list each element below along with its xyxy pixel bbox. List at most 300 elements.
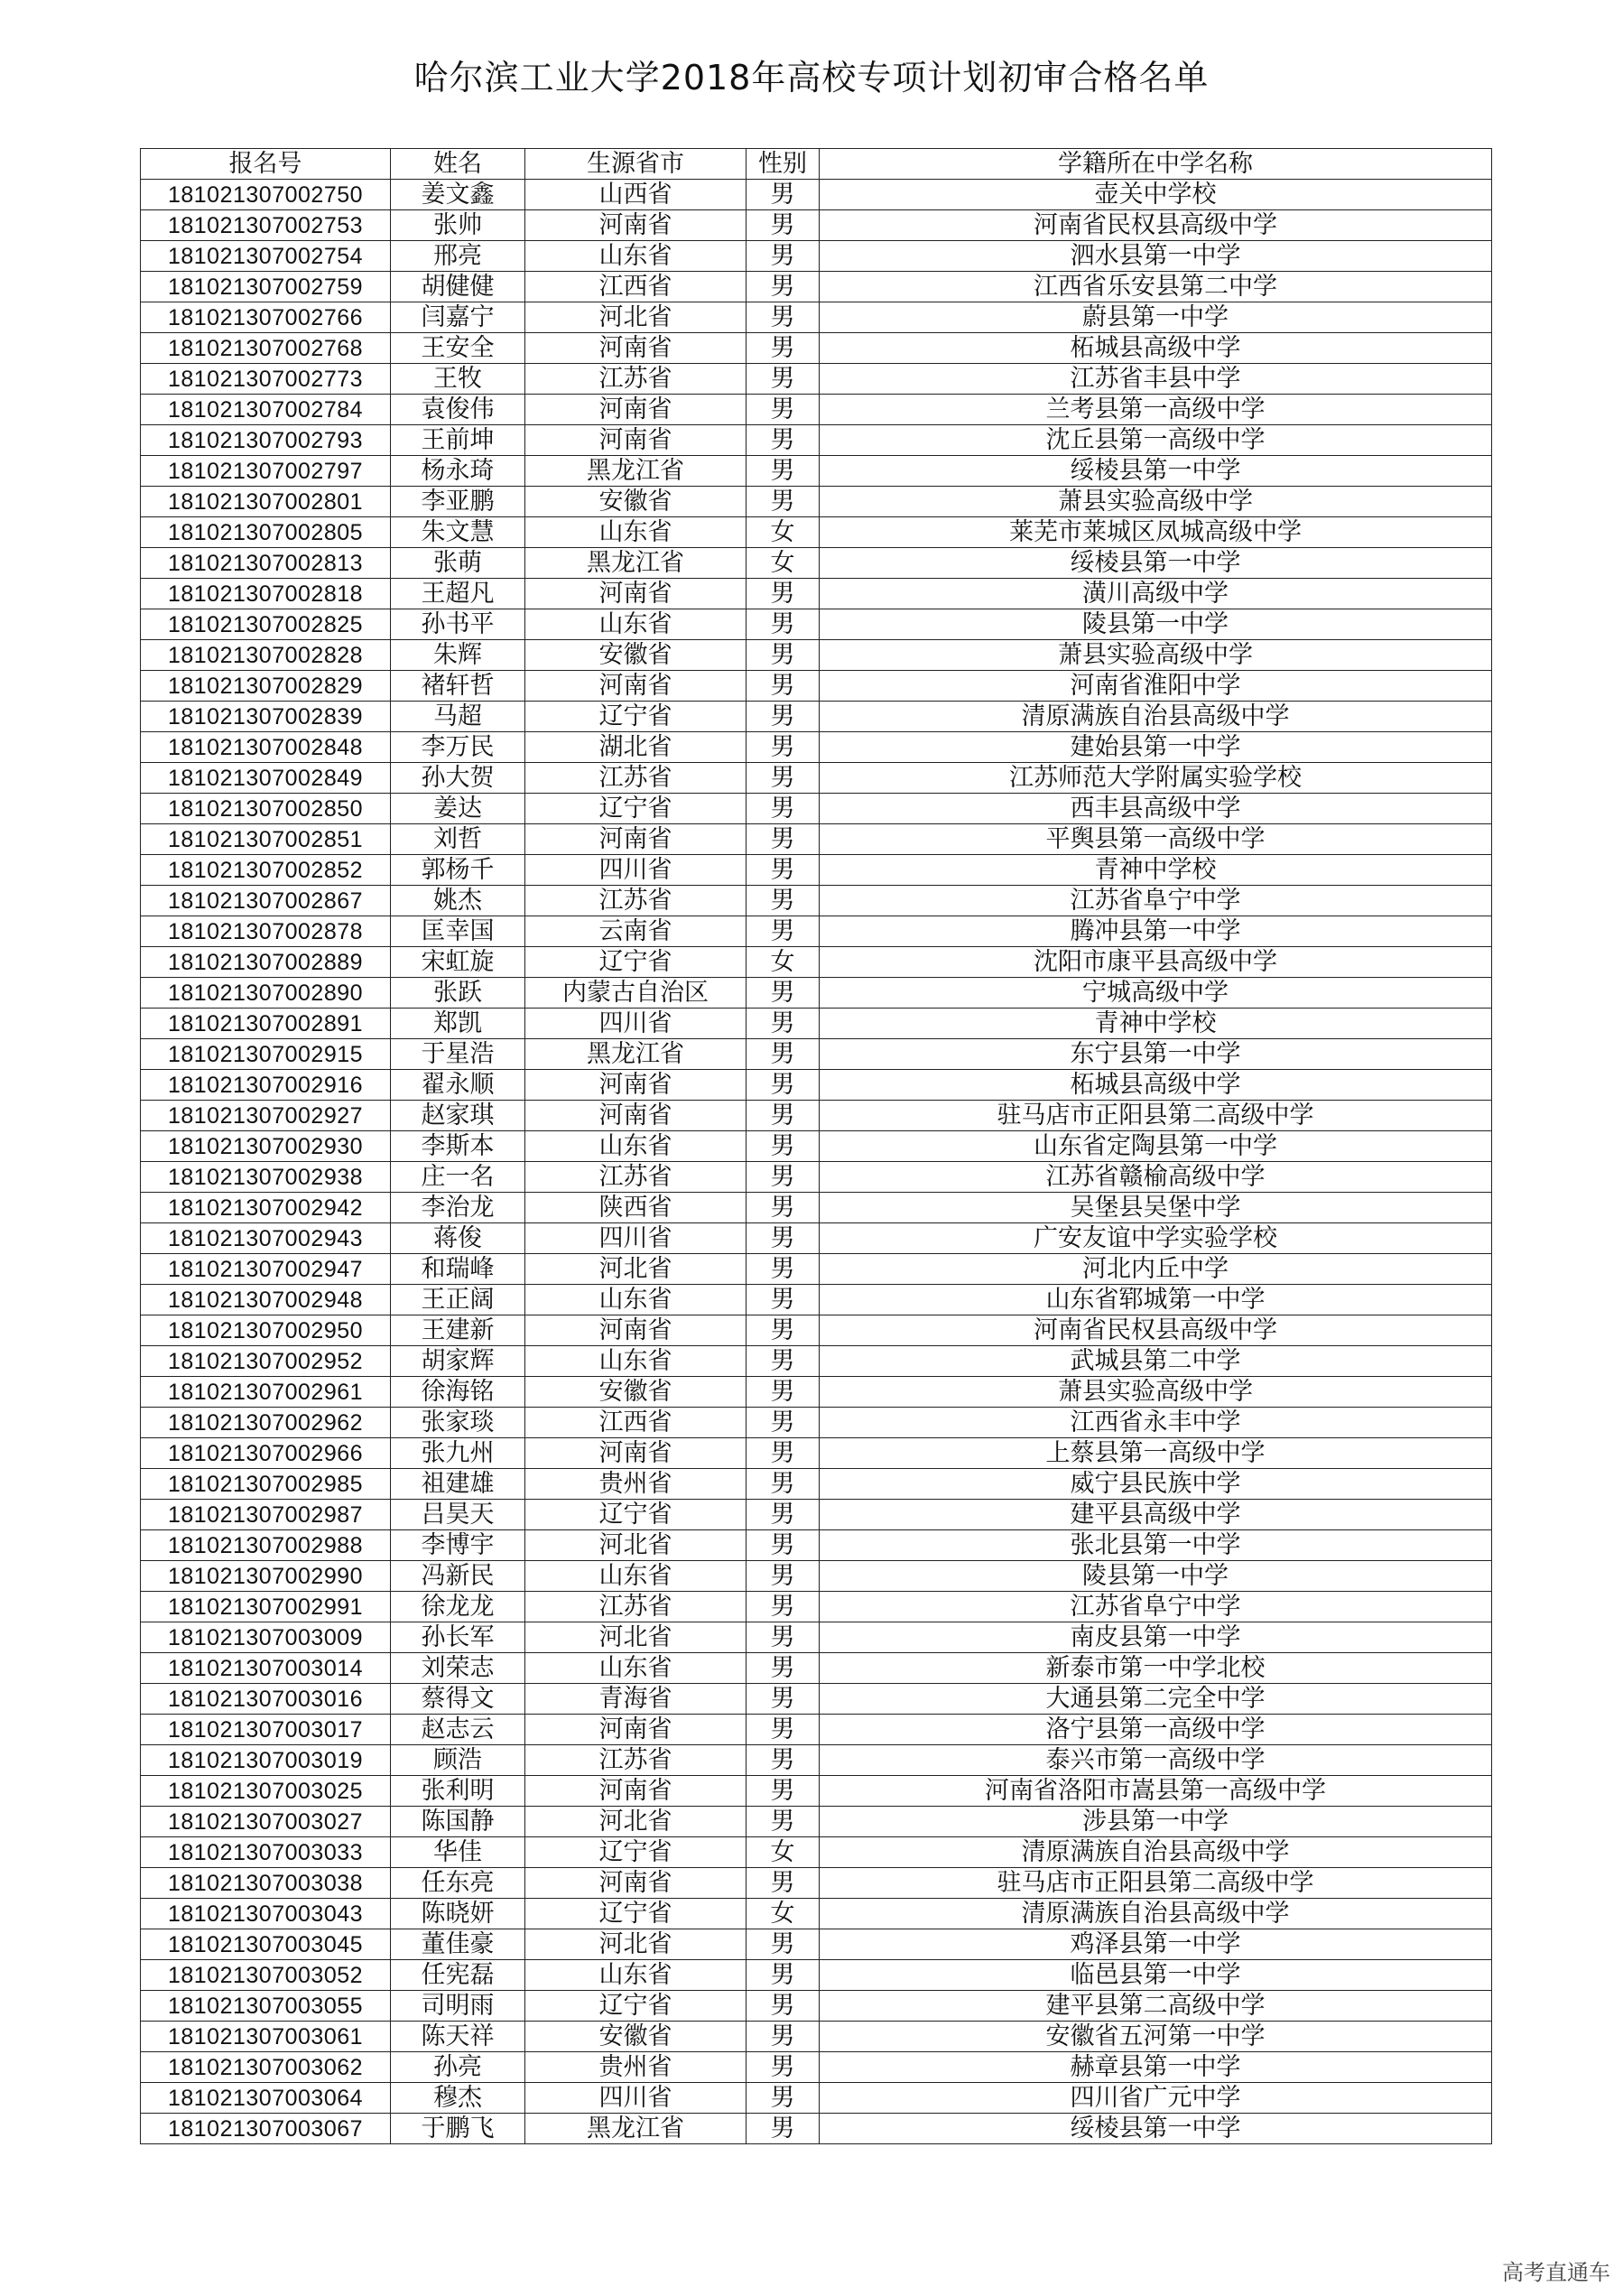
- name-cell: 李万民: [391, 732, 525, 763]
- province-cell: 辽宁省: [525, 947, 747, 978]
- gender-cell: 男: [747, 671, 820, 702]
- name-cell: 李博宇: [391, 1530, 525, 1561]
- registration-no-cell: 181021307003038: [141, 1868, 391, 1899]
- gender-cell: 男: [747, 1622, 820, 1653]
- name-cell: 李亚鹏: [391, 487, 525, 517]
- registration-no-cell: 181021307002943: [141, 1223, 391, 1254]
- school-cell: 新泰市第一中学北校: [820, 1653, 1492, 1684]
- gender-cell: 男: [747, 732, 820, 763]
- name-cell: 李治龙: [391, 1193, 525, 1223]
- name-cell: 姚杰: [391, 886, 525, 916]
- school-cell: 清原满族自治县高级中学: [820, 702, 1492, 732]
- province-cell: 江西省: [525, 1408, 747, 1438]
- school-cell: 陵县第一中学: [820, 1561, 1492, 1592]
- name-cell: 匡幸国: [391, 916, 525, 947]
- table-row: [141, 794, 1492, 824]
- table-body: [141, 180, 1492, 2144]
- school-cell: 陵县第一中学: [820, 609, 1492, 640]
- name-cell: 赵家琪: [391, 1101, 525, 1131]
- province-cell: 贵州省: [525, 1469, 747, 1500]
- name-cell: 蔡得文: [391, 1684, 525, 1715]
- registration-no-cell: 181021307002768: [141, 333, 391, 364]
- registration-no-cell: 181021307002952: [141, 1346, 391, 1377]
- table-row: [141, 1285, 1492, 1315]
- registration-no-cell: 181021307002948: [141, 1285, 391, 1315]
- gender-cell: 男: [747, 1377, 820, 1408]
- province-cell: 青海省: [525, 1684, 747, 1715]
- table-row: [141, 241, 1492, 272]
- name-cell: 王建新: [391, 1315, 525, 1346]
- school-cell: 鸡泽县第一中学: [820, 1929, 1492, 1960]
- gender-cell: 女: [747, 517, 820, 548]
- name-cell: 徐龙龙: [391, 1592, 525, 1622]
- gender-cell: 男: [747, 1254, 820, 1285]
- name-cell: 蒋俊: [391, 1223, 525, 1254]
- school-cell: 江苏省赣榆高级中学: [820, 1162, 1492, 1193]
- table-row: [141, 671, 1492, 702]
- school-cell: 沈丘县第一高级中学: [820, 425, 1492, 456]
- registration-no-cell: 181021307002829: [141, 671, 391, 702]
- registration-no-cell: 181021307002813: [141, 548, 391, 579]
- gender-cell: 男: [747, 1070, 820, 1101]
- gender-cell: 女: [747, 548, 820, 579]
- province-cell: 江苏省: [525, 364, 747, 395]
- province-cell: 河南省: [525, 1776, 747, 1807]
- column-header-name: 姓名: [391, 149, 525, 180]
- name-cell: 刘荣志: [391, 1653, 525, 1684]
- school-cell: 江西省永丰中学: [820, 1408, 1492, 1438]
- registration-no-cell: 181021307003055: [141, 1991, 391, 2022]
- registration-no-cell: 181021307003009: [141, 1622, 391, 1653]
- table-row: [141, 1776, 1492, 1807]
- table-row: [141, 947, 1492, 978]
- table-row: [141, 1684, 1492, 1715]
- name-cell: 于星浩: [391, 1039, 525, 1070]
- registration-no-cell: 181021307003052: [141, 1960, 391, 1991]
- registration-no-cell: 181021307002766: [141, 302, 391, 333]
- school-cell: 柘城县高级中学: [820, 333, 1492, 364]
- province-cell: 安徽省: [525, 640, 747, 671]
- gender-cell: 男: [747, 1223, 820, 1254]
- watermark-footer: 高考直通车: [1502, 2260, 1610, 2285]
- registration-no-cell: 181021307002753: [141, 210, 391, 241]
- gender-cell: 男: [747, 702, 820, 732]
- province-cell: 江苏省: [525, 1162, 747, 1193]
- school-cell: 建平县第二高级中学: [820, 1991, 1492, 2022]
- name-cell: 宋虹旋: [391, 947, 525, 978]
- gender-cell: 男: [747, 241, 820, 272]
- registration-no-cell: 181021307002927: [141, 1101, 391, 1131]
- school-cell: 南皮县第一中学: [820, 1622, 1492, 1653]
- registration-no-cell: 181021307003043: [141, 1899, 391, 1929]
- school-cell: 清原满族自治县高级中学: [820, 1837, 1492, 1868]
- province-cell: 河南省: [525, 824, 747, 855]
- registration-no-cell: 181021307002889: [141, 947, 391, 978]
- registration-no-cell: 181021307002797: [141, 456, 391, 487]
- province-cell: 江苏省: [525, 1745, 747, 1776]
- gender-cell: 男: [747, 487, 820, 517]
- registration-no-cell: 181021307002849: [141, 763, 391, 794]
- table-row: [141, 916, 1492, 947]
- table-row: [141, 487, 1492, 517]
- gender-cell: 男: [747, 1530, 820, 1561]
- table-row: [141, 1377, 1492, 1408]
- school-cell: 吴堡县吴堡中学: [820, 1193, 1492, 1223]
- table-row: [141, 1070, 1492, 1101]
- gender-cell: 男: [747, 1776, 820, 1807]
- school-cell: 山东省郓城第一中学: [820, 1285, 1492, 1315]
- name-cell: 王正阔: [391, 1285, 525, 1315]
- school-cell: 壶关中学校: [820, 180, 1492, 210]
- table-row: [141, 1868, 1492, 1899]
- table-row: [141, 2022, 1492, 2052]
- table-row: [141, 1346, 1492, 1377]
- name-cell: 孙长军: [391, 1622, 525, 1653]
- registration-no-cell: 181021307002987: [141, 1500, 391, 1530]
- gender-cell: 男: [747, 395, 820, 425]
- name-cell: 陈晓妍: [391, 1899, 525, 1929]
- table-row: [141, 855, 1492, 886]
- school-cell: 威宁县民族中学: [820, 1469, 1492, 1500]
- table-row: [141, 1530, 1492, 1561]
- gender-cell: 男: [747, 1193, 820, 1223]
- school-cell: 青神中学校: [820, 1009, 1492, 1039]
- gender-cell: 男: [747, 640, 820, 671]
- province-cell: 河北省: [525, 1929, 747, 1960]
- gender-cell: 男: [747, 886, 820, 916]
- province-cell: 河南省: [525, 579, 747, 609]
- province-cell: 河北省: [525, 1530, 747, 1561]
- name-cell: 于鹏飞: [391, 2114, 525, 2144]
- school-cell: 四川省广元中学: [820, 2083, 1492, 2114]
- school-cell: 上蔡县第一高级中学: [820, 1438, 1492, 1469]
- table-row: [141, 1131, 1492, 1162]
- gender-cell: 男: [747, 1101, 820, 1131]
- gender-cell: 男: [747, 364, 820, 395]
- registration-no-cell: 181021307002773: [141, 364, 391, 395]
- gender-cell: 男: [747, 916, 820, 947]
- registration-no-cell: 181021307002988: [141, 1530, 391, 1561]
- province-cell: 辽宁省: [525, 1837, 747, 1868]
- gender-cell: 男: [747, 1009, 820, 1039]
- province-cell: 山东省: [525, 517, 747, 548]
- registration-no-cell: 181021307002930: [141, 1131, 391, 1162]
- province-cell: 河南省: [525, 333, 747, 364]
- table-header-row: [141, 149, 1492, 180]
- school-cell: 赫章县第一中学: [820, 2052, 1492, 2083]
- table-row: [141, 732, 1492, 763]
- gender-cell: 男: [747, 579, 820, 609]
- registration-no-cell: 181021307003027: [141, 1807, 391, 1837]
- table-row: [141, 210, 1492, 241]
- registration-no-cell: 181021307002962: [141, 1408, 391, 1438]
- registration-no-cell: 181021307003062: [141, 2052, 391, 2083]
- table-row: [141, 2114, 1492, 2144]
- name-cell: 胡健健: [391, 272, 525, 302]
- school-cell: 西丰县高级中学: [820, 794, 1492, 824]
- registration-no-cell: 181021307002784: [141, 395, 391, 425]
- name-cell: 翟永顺: [391, 1070, 525, 1101]
- name-cell: 徐海铭: [391, 1377, 525, 1408]
- table-row: [141, 1807, 1492, 1837]
- school-cell: 泗水县第一中学: [820, 241, 1492, 272]
- registration-no-cell: 181021307003045: [141, 1929, 391, 1960]
- name-cell: 孙亮: [391, 2052, 525, 2083]
- name-cell: 张九州: [391, 1438, 525, 1469]
- registration-no-cell: 181021307002961: [141, 1377, 391, 1408]
- registration-no-cell: 181021307003067: [141, 2114, 391, 2144]
- name-cell: 任宪磊: [391, 1960, 525, 1991]
- gender-cell: 男: [747, 1285, 820, 1315]
- gender-cell: 男: [747, 1653, 820, 1684]
- school-cell: 武城县第二中学: [820, 1346, 1492, 1377]
- school-cell: 河南省洛阳市嵩县第一高级中学: [820, 1776, 1492, 1807]
- name-cell: 祖建雄: [391, 1469, 525, 1500]
- table-row: [141, 1653, 1492, 1684]
- registration-no-cell: 181021307002991: [141, 1592, 391, 1622]
- name-cell: 陈天祥: [391, 2022, 525, 2052]
- name-cell: 冯新民: [391, 1561, 525, 1592]
- name-cell: 马超: [391, 702, 525, 732]
- table-row: [141, 609, 1492, 640]
- gender-cell: 男: [747, 333, 820, 364]
- name-cell: 孙书平: [391, 609, 525, 640]
- province-cell: 山东省: [525, 1131, 747, 1162]
- registration-no-cell: 181021307002828: [141, 640, 391, 671]
- school-cell: 河北内丘中学: [820, 1254, 1492, 1285]
- gender-cell: 男: [747, 1438, 820, 1469]
- table-row: [141, 1101, 1492, 1131]
- province-cell: 辽宁省: [525, 702, 747, 732]
- table-row: [141, 456, 1492, 487]
- school-cell: 江苏省丰县中学: [820, 364, 1492, 395]
- table-row: [141, 1469, 1492, 1500]
- registration-no-cell: 181021307002966: [141, 1438, 391, 1469]
- province-cell: 山东省: [525, 1285, 747, 1315]
- table-row: [141, 548, 1492, 579]
- name-cell: 刘哲: [391, 824, 525, 855]
- school-cell: 绥棱县第一中学: [820, 456, 1492, 487]
- registration-no-cell: 181021307002848: [141, 732, 391, 763]
- name-cell: 张跃: [391, 978, 525, 1009]
- name-cell: 姜达: [391, 794, 525, 824]
- gender-cell: 男: [747, 1929, 820, 1960]
- admission-list-table: [140, 148, 1492, 2144]
- registration-no-cell: 181021307002947: [141, 1254, 391, 1285]
- registration-no-cell: 181021307002759: [141, 272, 391, 302]
- school-cell: 张北县第一中学: [820, 1530, 1492, 1561]
- registration-no-cell: 181021307002990: [141, 1561, 391, 1592]
- school-cell: 青神中学校: [820, 855, 1492, 886]
- registration-no-cell: 181021307002851: [141, 824, 391, 855]
- gender-cell: 男: [747, 763, 820, 794]
- school-cell: 驻马店市正阳县第二高级中学: [820, 1868, 1492, 1899]
- registration-no-cell: 181021307003016: [141, 1684, 391, 1715]
- school-cell: 广安友谊中学实验学校: [820, 1223, 1492, 1254]
- gender-cell: 男: [747, 2052, 820, 2083]
- province-cell: 湖北省: [525, 732, 747, 763]
- gender-cell: 男: [747, 1131, 820, 1162]
- province-cell: 四川省: [525, 1223, 747, 1254]
- table-row: [141, 1193, 1492, 1223]
- name-cell: 郑凯: [391, 1009, 525, 1039]
- name-cell: 陈国静: [391, 1807, 525, 1837]
- gender-cell: 男: [747, 1991, 820, 2022]
- table-row: [141, 1254, 1492, 1285]
- name-cell: 张利明: [391, 1776, 525, 1807]
- school-cell: 萧县实验高级中学: [820, 1377, 1492, 1408]
- table-row: [141, 1899, 1492, 1929]
- school-cell: 兰考县第一高级中学: [820, 395, 1492, 425]
- gender-cell: 男: [747, 1162, 820, 1193]
- school-cell: 江苏省阜宁中学: [820, 886, 1492, 916]
- registration-no-cell: 181021307003014: [141, 1653, 391, 1684]
- province-cell: 辽宁省: [525, 1500, 747, 1530]
- school-cell: 建始县第一中学: [820, 732, 1492, 763]
- table-row: [141, 1715, 1492, 1745]
- name-cell: 朱辉: [391, 640, 525, 671]
- table-row: [141, 1929, 1492, 1960]
- school-cell: 河南省民权县高级中学: [820, 1315, 1492, 1346]
- province-cell: 山东省: [525, 609, 747, 640]
- table-row: [141, 1837, 1492, 1868]
- gender-cell: 女: [747, 1837, 820, 1868]
- gender-cell: 男: [747, 2022, 820, 2052]
- school-cell: 安徽省五河第一中学: [820, 2022, 1492, 2052]
- school-cell: 平舆县第一高级中学: [820, 824, 1492, 855]
- province-cell: 河南省: [525, 1070, 747, 1101]
- gender-cell: 男: [747, 1960, 820, 1991]
- name-cell: 王牧: [391, 364, 525, 395]
- table-row: [141, 824, 1492, 855]
- school-cell: 江苏省阜宁中学: [820, 1592, 1492, 1622]
- gender-cell: 男: [747, 1346, 820, 1377]
- name-cell: 王安全: [391, 333, 525, 364]
- province-cell: 四川省: [525, 855, 747, 886]
- gender-cell: 男: [747, 824, 820, 855]
- school-cell: 洛宁县第一高级中学: [820, 1715, 1492, 1745]
- school-cell: 大通县第二完全中学: [820, 1684, 1492, 1715]
- table-row: [141, 1745, 1492, 1776]
- school-cell: 驻马店市正阳县第二高级中学: [820, 1101, 1492, 1131]
- column-header-registration-no: 报名号: [141, 149, 391, 180]
- table-row: [141, 395, 1492, 425]
- registration-no-cell: 181021307002878: [141, 916, 391, 947]
- table-row: [141, 579, 1492, 609]
- gender-cell: 男: [747, 1684, 820, 1715]
- gender-cell: 男: [747, 1868, 820, 1899]
- gender-cell: 男: [747, 210, 820, 241]
- document-title: 哈尔滨工业大学2018年高校专项计划初审合格名单: [413, 58, 1210, 98]
- province-cell: 黑龙江省: [525, 2114, 747, 2144]
- registration-no-cell: 181021307002754: [141, 241, 391, 272]
- gender-cell: 男: [747, 978, 820, 1009]
- gender-cell: 女: [747, 947, 820, 978]
- province-cell: 河南省: [525, 671, 747, 702]
- school-cell: 清原满族自治县高级中学: [820, 1899, 1492, 1929]
- table-row: [141, 1991, 1492, 2022]
- table-row: [141, 1622, 1492, 1653]
- province-cell: 陕西省: [525, 1193, 747, 1223]
- table-row: [141, 2083, 1492, 2114]
- name-cell: 闫嘉宁: [391, 302, 525, 333]
- province-cell: 山东省: [525, 1561, 747, 1592]
- table-row: [141, 1561, 1492, 1592]
- registration-no-cell: 181021307003019: [141, 1745, 391, 1776]
- school-cell: 莱芜市莱城区凤城高级中学: [820, 517, 1492, 548]
- registration-no-cell: 181021307002801: [141, 487, 391, 517]
- school-cell: 建平县高级中学: [820, 1500, 1492, 1530]
- school-cell: 东宁县第一中学: [820, 1039, 1492, 1070]
- column-header-province: 生源省市: [525, 149, 747, 180]
- province-cell: 山东省: [525, 1653, 747, 1684]
- province-cell: 四川省: [525, 2083, 747, 2114]
- gender-cell: 男: [747, 2114, 820, 2144]
- province-cell: 四川省: [525, 1009, 747, 1039]
- school-cell: 潢川高级中学: [820, 579, 1492, 609]
- table-row: [141, 1162, 1492, 1193]
- registration-no-cell: 181021307003017: [141, 1715, 391, 1745]
- name-cell: 孙大贺: [391, 763, 525, 794]
- registration-no-cell: 181021307002942: [141, 1193, 391, 1223]
- table-row: [141, 1500, 1492, 1530]
- name-cell: 赵志云: [391, 1715, 525, 1745]
- school-cell: 沈阳市康平县高级中学: [820, 947, 1492, 978]
- name-cell: 袁俊伟: [391, 395, 525, 425]
- gender-cell: 男: [747, 1715, 820, 1745]
- name-cell: 邢亮: [391, 241, 525, 272]
- gender-cell: 男: [747, 456, 820, 487]
- registration-no-cell: 181021307003033: [141, 1837, 391, 1868]
- table-row: [141, 1438, 1492, 1469]
- province-cell: 山东省: [525, 1346, 747, 1377]
- gender-cell: 男: [747, 794, 820, 824]
- gender-cell: 男: [747, 425, 820, 456]
- gender-cell: 男: [747, 1500, 820, 1530]
- province-cell: 江苏省: [525, 1592, 747, 1622]
- school-cell: 腾冲县第一中学: [820, 916, 1492, 947]
- province-cell: 河南省: [525, 1715, 747, 1745]
- name-cell: 王超凡: [391, 579, 525, 609]
- gender-cell: 男: [747, 272, 820, 302]
- gender-cell: 男: [747, 1408, 820, 1438]
- school-cell: 绥棱县第一中学: [820, 548, 1492, 579]
- gender-cell: 男: [747, 1469, 820, 1500]
- province-cell: 河南省: [525, 210, 747, 241]
- province-cell: 贵州省: [525, 2052, 747, 2083]
- province-cell: 安徽省: [525, 487, 747, 517]
- school-cell: 临邑县第一中学: [820, 1960, 1492, 1991]
- gender-cell: 女: [747, 1899, 820, 1929]
- province-cell: 河南省: [525, 1438, 747, 1469]
- school-cell: 宁城高级中学: [820, 978, 1492, 1009]
- table-row: [141, 1315, 1492, 1346]
- table-row: [141, 364, 1492, 395]
- registration-no-cell: 181021307002915: [141, 1039, 391, 1070]
- gender-cell: 男: [747, 1039, 820, 1070]
- registration-no-cell: 181021307002750: [141, 180, 391, 210]
- table-row: [141, 640, 1492, 671]
- province-cell: 山东省: [525, 1960, 747, 1991]
- registration-no-cell: 181021307002805: [141, 517, 391, 548]
- province-cell: 黑龙江省: [525, 1039, 747, 1070]
- gender-cell: 男: [747, 1807, 820, 1837]
- province-cell: 辽宁省: [525, 1899, 747, 1929]
- school-cell: 涉县第一中学: [820, 1807, 1492, 1837]
- registration-no-cell: 181021307002891: [141, 1009, 391, 1039]
- name-cell: 顾浩: [391, 1745, 525, 1776]
- school-cell: 江西省乐安县第二中学: [820, 272, 1492, 302]
